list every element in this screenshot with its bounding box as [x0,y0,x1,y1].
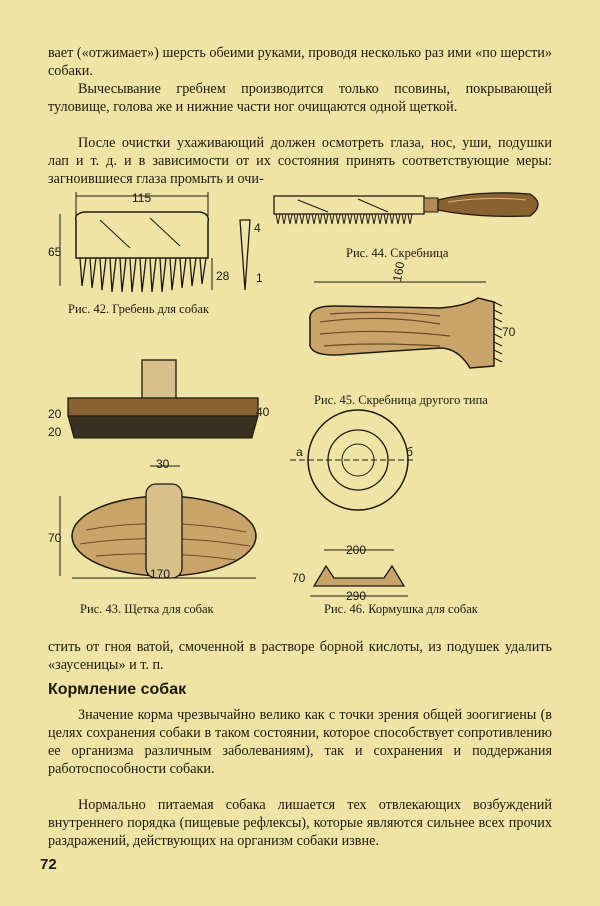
paragraph-feeding-2: Нормально питаемая собака лишается тех отвлекающих возбуждений внутреннего порядка (пищевые рефлексы), которые являются сильнее всех прочих раздражений, действующих на организм собаки извне. [48,797,552,849]
paragraph-2: Вычесывание гребнем производится только псовины, покрывающей туловище, голова же и нижние части ног очищаются одной щеткой. [48,81,552,115]
figure-46-caption: Рис. 46. Кормушка для собак [324,602,478,616]
figure-44-scraper-drawing [268,186,548,246]
figure-44-caption: Рис. 44. Скребница [346,246,449,260]
figure-43-brush-drawing [46,356,276,586]
page-number: 72 [40,856,57,873]
fig43-dim-handle: 30 [156,457,170,471]
fig46-dim-height: 70 [292,571,306,585]
fig43-dim-width: 70 [48,531,62,545]
paragraph-feeding-1: Значение корма чрезвычайно велико как с точки зрения общей зоогигиены (в целях сохранения собаки в таком состоянии, которое способствует сопротивлению ее организма различным заболеваниям), так и сохранения и поддержания работоспособности собаки. [48,707,552,777]
figure-43-caption: Рис. 43. Щетка для собак [80,602,214,616]
figure-42-caption: Рис. 42. Гребень для собак [68,302,209,316]
paragraph-1: вает («отжимает») шерсть обеими руками, проводя несколько раз ими «по шерсти» собаки. [48,45,552,79]
fig46-label-a: а [296,445,303,459]
figure-42-comb-drawing [40,190,270,310]
paragraph-continuation: стить от гноя ватой, смоченной в растворе борной кислоты, из подушек удалить «заусеницы» и т. п. [48,639,552,673]
fig46-label-b: б [406,445,413,459]
fig43-dim-bristle: 20 [48,425,62,439]
fig43-dim-length: 170 [150,567,171,581]
fig42-dim-thickness: 4 [254,221,261,235]
fig42-dim-tip: 1 [256,271,263,285]
fig42-dim-width: 115 [132,191,152,205]
section-heading: Кормление собак [48,681,187,698]
figure-45-caption: Рис. 45. Скребница другого типа [314,393,488,407]
fig43-dim-body: 20 [48,407,62,421]
figure-45-scraper-drawing [290,262,530,392]
fig45-dim-height: 70 [502,325,516,339]
fig46-dim-outer: 290 [346,589,367,603]
fig42-dim-tooth: 28 [216,269,230,283]
fig42-dim-height: 65 [48,245,62,259]
fig45-dim-length: 160 [390,260,408,283]
fig43-dim-total: 40 [256,405,270,419]
figure-46-feeder-drawing [290,410,520,606]
fig46-dim-inner: 200 [346,543,367,557]
paragraph-3: После очистки ухаживающий должен осмотреть глаза, нос, уши, подушки лап и т. д. и в зависимости от их состояния принять соответствующие меры: загноившиеся глаза промыть и очи- [48,135,552,187]
